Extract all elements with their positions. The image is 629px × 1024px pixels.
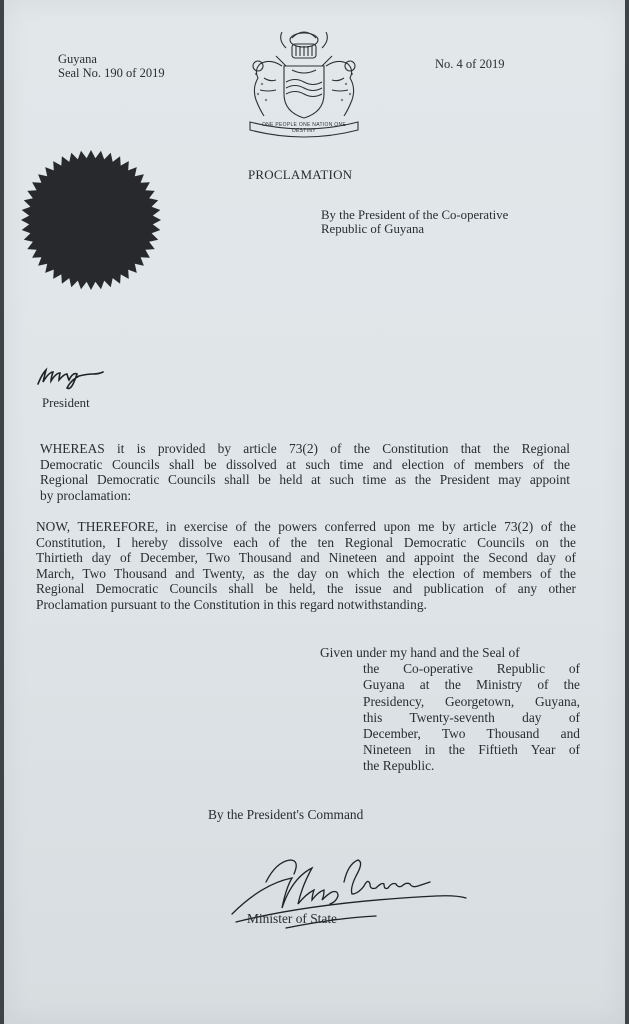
- issuer-line-2: Republic of Guyana: [321, 222, 425, 236]
- therefore-line: Proclamation pursuant to the Constitution in this regard notwithstanding.: [36, 596, 427, 612]
- therefore-line: Constitution, I hereby dissolve each of the ten Regional Democratic Councils on the: [36, 534, 576, 550]
- president-label: President: [42, 396, 90, 410]
- whereas-line: WHEREAS it is provided by article 73(2) of the Constitution that the Regional: [40, 441, 570, 456]
- proclamation-title: PROCLAMATION: [248, 167, 353, 182]
- header-left: [58, 52, 165, 80]
- presidents-command: By the President's Command: [208, 807, 364, 822]
- therefore-line: Regional Democratic Councils shall be held, the issue and publication of any other: [36, 581, 576, 597]
- coat-of-arms-emblem: [236, 26, 372, 138]
- given-line: the Co-operative Republic of: [363, 661, 580, 677]
- whereas-line: Democratic Councils shall be dissolved at such time and election of members of the: [40, 456, 570, 472]
- whereas-paragraph: [40, 441, 570, 503]
- seal-starburst: [21, 150, 161, 290]
- whereas-line: by proclamation:: [40, 487, 132, 503]
- given-line: Given under my hand and the Seal of: [320, 645, 520, 660]
- embossed-seal: [18, 150, 164, 290]
- given-line: December, Two Thousand and: [363, 726, 580, 742]
- given-under-hand-block: [320, 645, 580, 775]
- minister-label: Minister of State: [247, 911, 338, 926]
- coat-of-arms-motto: ONE PEOPLE ONE NATION ONE DESTINY: [261, 122, 347, 134]
- president-signature: [32, 362, 118, 390]
- given-line: Nineteen in the Fiftieth Year of: [363, 742, 580, 758]
- proclamation-number: No. 4 of 2019: [435, 57, 505, 71]
- given-line: the Republic.: [363, 758, 435, 774]
- proclamation-document: [4, 0, 625, 1024]
- given-line: this Twenty-seventh day of: [363, 709, 580, 725]
- country-name: Guyana: [58, 52, 97, 66]
- issuer-line-1: By the President of the Co-operative: [321, 208, 509, 222]
- seal-number: Seal No. 190 of 2019: [58, 66, 165, 80]
- given-line: Presidency, Georgetown, Guyana,: [363, 693, 580, 709]
- whereas-line: Regional Democratic Councils shall be held at such time as the President may appoint: [40, 472, 570, 488]
- therefore-paragraph: [36, 519, 576, 613]
- issuer-statement: [321, 208, 508, 236]
- given-line: Guyana at the Ministry of the: [363, 677, 580, 693]
- therefore-line: NOW, THEREFORE, in exercise of the powers conferred upon me by article 73(2) of the: [36, 519, 576, 534]
- therefore-line: March, Two Thousand and Twenty, as the day on which the election of members of the: [36, 565, 576, 581]
- therefore-line: Thirtieth day of December, Two Thousand and Nineteen and appoint the Second day of: [36, 550, 576, 566]
